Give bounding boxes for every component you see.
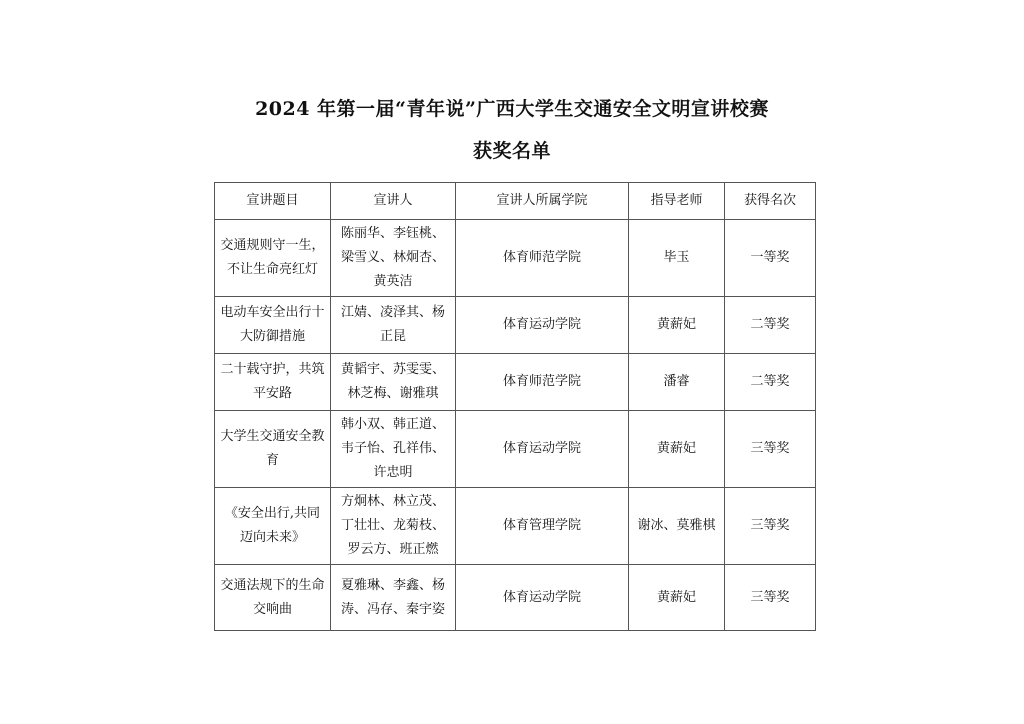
table-row (215, 488, 816, 565)
document-title: 2024 年第一届“青年说”广西大学生交通安全文明宣讲校赛 (255, 98, 769, 120)
speakers-cell: 黄韬宇、苏雯雯、林芝梅、谢雅琪 (331, 354, 456, 411)
teacher-cell: 黄薪妃 (629, 297, 725, 354)
teacher-cell: 黄薪妃 (629, 565, 725, 631)
award-cell: 三等奖 (725, 411, 816, 488)
topic-cell: 交通法规下的生命交响曲 (215, 565, 331, 631)
table-row (215, 411, 816, 488)
header-college: 宣讲人所属学院 (456, 183, 629, 220)
college-cell: 体育管理学院 (456, 488, 629, 565)
award-cell: 一等奖 (725, 220, 816, 297)
header-award: 获得名次 (725, 183, 816, 220)
college-cell: 体育运动学院 (456, 411, 629, 488)
topic-cell: 大学生交通安全教育 (215, 411, 331, 488)
award-cell: 二等奖 (725, 354, 816, 411)
speakers-cell: 陈丽华、李钰桃、梁雪义、林炯杏、黄英洁 (331, 220, 456, 297)
speakers-cell: 韩小双、韩正道、韦子怡、孔祥伟、许忠明 (331, 411, 456, 488)
awards-table (214, 182, 816, 631)
award-cell: 三等奖 (725, 565, 816, 631)
table-header-row (215, 183, 816, 220)
header-speakers: 宣讲人 (331, 183, 456, 220)
teacher-cell: 潘睿 (629, 354, 725, 411)
header-teacher: 指导老师 (629, 183, 725, 220)
speakers-cell: 夏雅琳、李鑫、杨涛、冯存、秦宇姿 (331, 565, 456, 631)
college-cell: 体育师范学院 (456, 220, 629, 297)
topic-cell: 交通规则守一生，不让生命亮红灯 (215, 220, 331, 297)
table-row (215, 297, 816, 354)
topic-cell: 电动车安全出行十大防御措施 (215, 297, 331, 354)
topic-cell: 二十载守护，共筑平安路 (215, 354, 331, 411)
speakers-cell: 江婧、凌泽其、杨正昆 (331, 297, 456, 354)
award-cell: 二等奖 (725, 297, 816, 354)
teacher-cell: 谢冰、莫雅棋 (629, 488, 725, 565)
speakers-cell: 方炯林、林立茂、丁壮壮、龙菊枝、罗云方、班正燃 (331, 488, 456, 565)
table-row (215, 565, 816, 631)
document-subtitle: 获奖名单 (472, 140, 551, 162)
table-row (215, 354, 816, 411)
table-row (215, 220, 816, 297)
award-cell: 三等奖 (725, 488, 816, 565)
college-cell: 体育师范学院 (456, 354, 629, 411)
college-cell: 体育运动学院 (456, 297, 629, 354)
teacher-cell: 黄薪妃 (629, 411, 725, 488)
topic-cell: 《安全出行,共同迈向未来》 (215, 488, 331, 565)
college-cell: 体育运动学院 (456, 565, 629, 631)
teacher-cell: 毕玉 (629, 220, 725, 297)
header-topic: 宣讲题目 (215, 183, 331, 220)
